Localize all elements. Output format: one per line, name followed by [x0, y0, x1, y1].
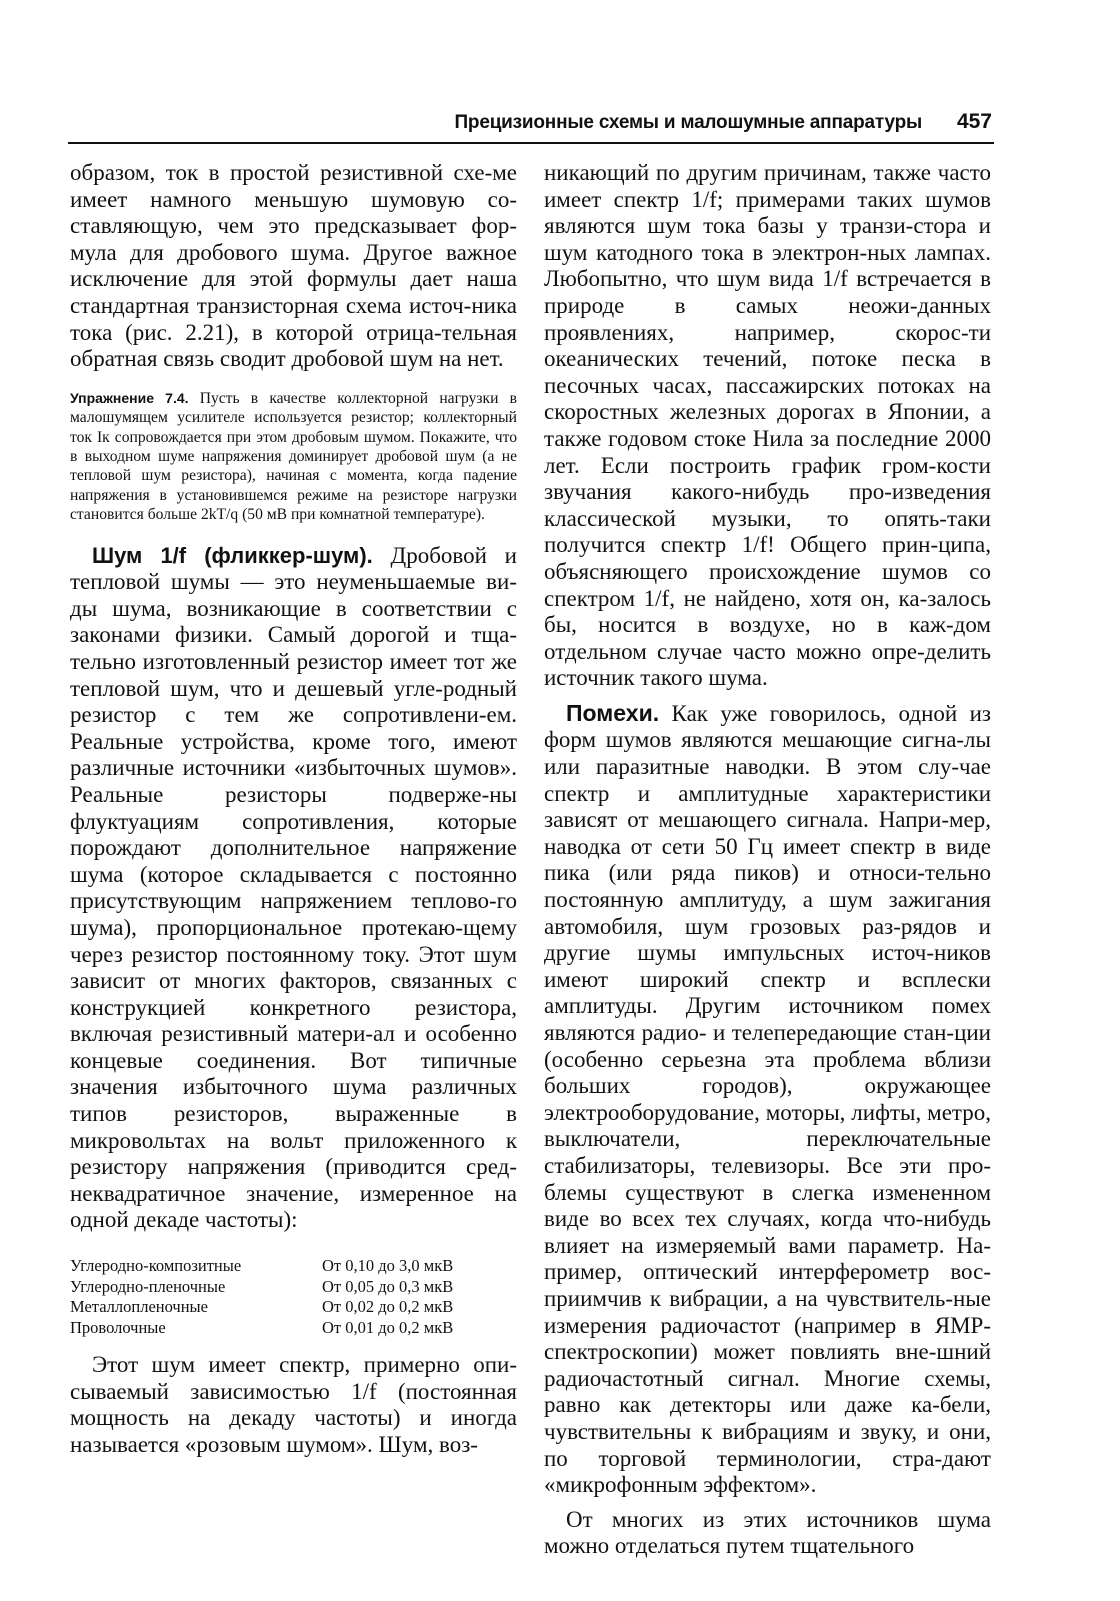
paragraph-pink-noise: Этот шум имеет спектр, примерно опи-сываемый зависимостью 1/f (постоянная мощность на декаду частоты) и иногда называется «розовым шумом». Шум, воз- [70, 1352, 517, 1457]
table-row [70, 1256, 517, 1277]
running-title: Прецизионные схемы и малошумные аппаратуры [454, 112, 922, 133]
resistor-type: Проволочные [70, 1317, 166, 1337]
noise-value: От 0,02 до 0,2 мкВ [322, 1297, 454, 1317]
paragraph-noise-sources: От многих из этих источников шума можно отделаться путем тщательного [544, 1506, 991, 1559]
noise-value: От 0,10 до 3,0 мкВ [322, 1256, 454, 1276]
page-number: 457 [956, 110, 992, 133]
table-row [70, 1297, 517, 1318]
paragraph-continuation: образом, ток в простой резистивной схе-ме имеет намного меньшую шумовую со-ставляющую, чем это предсказывает фор-мула для дробового шума. Другое важное исключение для этой формулы дает наша стандартная транзисторная схема источ-ника тока (рис. 2.21), в которой отрица-тельная обратная связь сводит дробовой шум на нет. [70, 160, 517, 372]
exercise-text: Пусть в качестве коллекторной нагрузки в малошумящем усилителе используется резистор; коллекторный ток Iк сопровождается при этом дробовым шумом. Покажите, что в выходном шуме напряжения доминирует дробовой шум (а не тепловой шум резистора), начиная с момента, когда падение напряжения в установившемся режиме на резисторе нагрузки становится больше 2kT/q (50 мВ при комнатной температуре). [70, 389, 517, 524]
exercise-7-4 [70, 389, 517, 525]
table-row [70, 1277, 517, 1298]
noise-value: От 0,05 до 0,3 мкВ [322, 1276, 454, 1296]
right-column [544, 160, 991, 1560]
interference-text: Как уже говорилось, одной из форм шумов являются мешающие сигна-лы или паразитные наводки. В этом слу-чае спектр и амплитудные характеристики зависят от мешающего сигнала. Напри-мер, наводка от сети 50 Гц имеет спектр в виде пика (или ряда пиков) и относи-тельно постоянную амплитуду, а шум зажигания автомобиля, шум грозовых раз-рядов и другие шумы импульсных источ-ников имеют широкий спектр и всплески амплитуды. Другим источником помех являются радио- и телепередающие стан-ции (особенно серьезна эта проблема вблизи больших городов), окружающее электрооборудование, моторы, лифты, метро, выключатели, переключательные стабилизаторы, телевизоры. Все эти про-блемы существуют в слегка измененном виде во всех тех случаях, когда что-нибудь влияет на измеряемый вами параметр. На-пример, оптический интерферометр вос-приимчив к вибрации, а на чувствитель-ные измерения радиочастот (например в ЯМР-спектроскопии) может повлиять вне-шний радиочастотный сигнал. Многие схемы, равно как детекторы или даже ка-бели, чувствительны к вибрациям и звуку, и они, по торговой терминологии, стра-дают «микрофонным эффектом». [544, 700, 992, 1498]
section-heading-flicker: Шум 1/f (фликкер-шум). [92, 542, 373, 568]
paragraph-continuation: никающий по другим причинам, также часто имеет спектр 1/f; примерами таких шумов являются шум тока базы у транзи-стора и шум катодного тока в электрон-ных лампах. Любопытно, что шум вида 1/f встречается в природе в самых неожи-данных проявлениях, например, скорос-ти океанических течений, потоке песка в песочных часах, пассажирских потоках на скоростных железных дорогах в Японии, а также годовом стоке Нила за последние 2000 лет. Если построить график гром-кости звучания какого-нибудь про-изведения классической музыки, то опять-таки получится спектр 1/f! Общего прин-ципа, объясняющего происхождение шумов со спектром 1/f, не найдено, хотя он, ка-залось бы, носится в воздухе, но в каж-дом отдельном случае часто можно опре-делить источник такого шума. [544, 160, 991, 691]
flicker-noise-text: Дробовой и тепловой шумы — это неуменьшаемые ви-ды шума, возникающие в соответствии с законами физики. Самый дорогой и тща-тельно изготовленный резистор имеет тот же тепловой шум, что и дешевый угле-родный резистор с тем же сопротивлени-ем. Реальные устройства, кроме того, имеют различные источники «избыточных шумов». Реальные резисторы подверже-ны флуктуациям сопротивления, которые порождают дополнительное напряжение шума (которое складывается с постоянно присутствующим напряжением теплово-го шума), пропорциональное протекаю-щему через резистор постоянному току. Этот шум зависит от многих факторов, связанных с конструкцией конкретного резистора, включая резистивный матери-ал и особенно концевые соединения. Вот типичные значения избыточного шума различных типов резисторов, выраженные в микровольтах на вольт приложенного к резистору напряжения (приводится сред-неквадратичное значение, измеренное на одной декаде частоты): [70, 542, 517, 1233]
section-heading-interference: Помехи. [566, 699, 660, 726]
noise-value: От 0,01 до 0,2 мкВ [322, 1317, 454, 1337]
table-row [70, 1318, 517, 1339]
exercise-label: Упражнение 7.4. [70, 389, 189, 406]
running-header [68, 108, 994, 144]
resistor-type: Металлопленочные [70, 1297, 208, 1317]
paragraph-interference [544, 700, 991, 1499]
resistor-noise-table [70, 1256, 517, 1338]
left-column [70, 160, 517, 1458]
resistor-type: Углеродно-композитные [70, 1256, 242, 1276]
paragraph-flicker-noise [70, 543, 517, 1234]
resistor-type: Углеродно-пленочные [70, 1276, 226, 1296]
